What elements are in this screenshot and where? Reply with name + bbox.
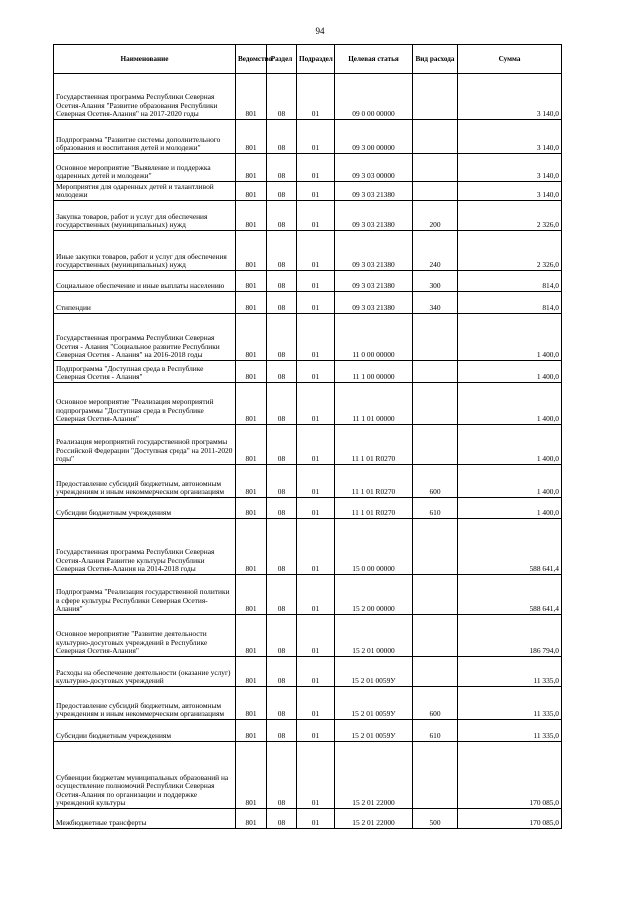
cell-section: 08	[267, 74, 297, 120]
cell-name: Стипендии	[54, 292, 236, 314]
cell-section: 08	[267, 292, 297, 314]
cell-dept: 801	[236, 154, 267, 182]
cell-name: Основное мероприятие "Развитие деятельности культурно-досуговых учреждений в Республике Северная Осетия-Алания"	[54, 615, 236, 657]
table-row	[54, 74, 562, 120]
cell-subsection: 01	[297, 154, 335, 182]
table-row	[54, 383, 562, 425]
cell-section: 08	[267, 575, 297, 615]
cell-exp-type	[413, 657, 458, 687]
cell-exp-type	[413, 120, 458, 154]
cell-name: Подпрограмма "Доступная среда в Республике Северная Осетия - Алания"	[54, 361, 236, 383]
cell-sum: 588 641,4	[458, 575, 562, 615]
cell-dept: 801	[236, 231, 267, 271]
cell-name: Субсидии бюджетным учреждениям	[54, 498, 236, 519]
cell-exp-type	[413, 742, 458, 809]
header-target: Целевая статья	[335, 45, 413, 74]
cell-sum: 2 326,0	[458, 231, 562, 271]
table-row	[54, 465, 562, 498]
cell-name: Субвенции бюджетам муниципальных образований на осуществление полномочий Республики Северная Осетия-Алания по организации и поддержке учреждений культуры	[54, 742, 236, 809]
cell-dept: 801	[236, 809, 267, 829]
header-subsection: Подраздел	[297, 45, 335, 74]
cell-subsection: 01	[297, 465, 335, 498]
cell-name: Субсидии бюджетным учреждениям	[54, 720, 236, 742]
cell-target: 09 3 03 21380	[335, 201, 413, 231]
cell-exp-type	[413, 154, 458, 182]
cell-sum: 1 400,0	[458, 498, 562, 519]
cell-name: Основное мероприятие "Выявление и поддержка одаренных детей и молодежи"	[54, 154, 236, 182]
cell-subsection: 01	[297, 292, 335, 314]
cell-section: 08	[267, 154, 297, 182]
cell-subsection: 01	[297, 271, 335, 292]
cell-exp-type: 200	[413, 201, 458, 231]
table-header-row	[54, 45, 562, 74]
cell-subsection: 01	[297, 575, 335, 615]
cell-sum: 3 140,0	[458, 154, 562, 182]
table-row	[54, 687, 562, 720]
cell-subsection: 01	[297, 615, 335, 657]
cell-name: Государственная программа Республики Северная Осетия - Алания "Социальное развитие Республики Северная Осетия - Алания" на 2016-2018 годы	[54, 314, 236, 361]
cell-exp-type: 240	[413, 231, 458, 271]
budget-table	[53, 44, 562, 829]
cell-sum: 588 641,4	[458, 519, 562, 575]
cell-exp-type	[413, 383, 458, 425]
cell-target: 09 3 03 21380	[335, 182, 413, 201]
cell-exp-type: 600	[413, 687, 458, 720]
table-row	[54, 657, 562, 687]
cell-target: 11 1 00 00000	[335, 361, 413, 383]
cell-subsection: 01	[297, 809, 335, 829]
cell-target: 15 2 01 0059У	[335, 657, 413, 687]
cell-dept: 801	[236, 120, 267, 154]
cell-subsection: 01	[297, 519, 335, 575]
cell-dept: 801	[236, 74, 267, 120]
cell-exp-type	[413, 519, 458, 575]
cell-target: 15 2 01 22000	[335, 742, 413, 809]
cell-section: 08	[267, 425, 297, 465]
table-row	[54, 271, 562, 292]
cell-dept: 801	[236, 425, 267, 465]
cell-target: 15 2 01 00000	[335, 615, 413, 657]
cell-exp-type: 300	[413, 271, 458, 292]
cell-sum: 3 140,0	[458, 182, 562, 201]
cell-sum: 11 335,0	[458, 687, 562, 720]
cell-section: 08	[267, 742, 297, 809]
cell-subsection: 01	[297, 742, 335, 809]
cell-name: Предоставление субсидий бюджетным, автономным учреждениям и иным некоммерческим организациям	[54, 687, 236, 720]
cell-target: 09 3 03 00000	[335, 154, 413, 182]
cell-dept: 801	[236, 519, 267, 575]
cell-dept: 801	[236, 657, 267, 687]
table-row	[54, 498, 562, 519]
header-dept: Ведомство	[236, 45, 267, 74]
cell-target: 15 2 01 0059У	[335, 720, 413, 742]
table-row	[54, 720, 562, 742]
cell-name: Основное мероприятие "Реализация мероприятий подпрограммы "Доступная среда в Республике Северная Осетия-Алания"	[54, 383, 236, 425]
cell-target: 15 2 01 0059У	[335, 687, 413, 720]
cell-target: 09 3 00 00000	[335, 120, 413, 154]
cell-exp-type	[413, 575, 458, 615]
table-row	[54, 615, 562, 657]
cell-target: 11 0 00 00000	[335, 314, 413, 361]
table-row	[54, 361, 562, 383]
cell-dept: 801	[236, 720, 267, 742]
table-row	[54, 575, 562, 615]
cell-name: Государственная программа Республики Северная Осетия-Алания Развитие культуры Республики Северная Осетия-Алания на 2014-2018 годы	[54, 519, 236, 575]
cell-exp-type: 340	[413, 292, 458, 314]
cell-section: 08	[267, 120, 297, 154]
cell-subsection: 01	[297, 201, 335, 231]
table-row	[54, 154, 562, 182]
cell-exp-type	[413, 74, 458, 120]
cell-subsection: 01	[297, 720, 335, 742]
cell-name: Закупка товаров, работ и услуг для обеспечения государственных (муниципальных) нужд	[54, 201, 236, 231]
cell-sum: 2 326,0	[458, 201, 562, 231]
cell-exp-type: 600	[413, 465, 458, 498]
cell-target: 11 1 01 R0270	[335, 425, 413, 465]
cell-section: 08	[267, 519, 297, 575]
cell-sum: 1 400,0	[458, 383, 562, 425]
cell-subsection: 01	[297, 361, 335, 383]
cell-subsection: 01	[297, 120, 335, 154]
cell-section: 08	[267, 687, 297, 720]
cell-dept: 801	[236, 201, 267, 231]
cell-section: 08	[267, 271, 297, 292]
cell-section: 08	[267, 465, 297, 498]
cell-dept: 801	[236, 465, 267, 498]
cell-section: 08	[267, 498, 297, 519]
cell-dept: 801	[236, 575, 267, 615]
cell-section: 08	[267, 201, 297, 231]
cell-subsection: 01	[297, 657, 335, 687]
cell-subsection: 01	[297, 498, 335, 519]
cell-sum: 1 400,0	[458, 314, 562, 361]
cell-subsection: 01	[297, 231, 335, 271]
cell-section: 08	[267, 809, 297, 829]
cell-sum: 186 794,0	[458, 615, 562, 657]
cell-dept: 801	[236, 314, 267, 361]
cell-section: 08	[267, 314, 297, 361]
cell-dept: 801	[236, 271, 267, 292]
cell-sum: 170 085,0	[458, 742, 562, 809]
cell-dept: 801	[236, 383, 267, 425]
page-number: 94	[315, 26, 325, 36]
table-row	[54, 231, 562, 271]
cell-name: Иные закупки товаров, работ и услуг для обеспечения государственных (муниципальных) нужд	[54, 231, 236, 271]
table-row	[54, 742, 562, 809]
cell-target: 09 3 03 21380	[335, 271, 413, 292]
cell-subsection: 01	[297, 687, 335, 720]
cell-exp-type	[413, 361, 458, 383]
cell-dept: 801	[236, 615, 267, 657]
cell-subsection: 01	[297, 74, 335, 120]
cell-name: Подпрограмма "Реализация государственной политики в сфере культуры Республики Северная Осетия-Алания"	[54, 575, 236, 615]
table-row	[54, 809, 562, 829]
cell-sum: 1 400,0	[458, 361, 562, 383]
cell-dept: 801	[236, 498, 267, 519]
cell-exp-type	[413, 425, 458, 465]
cell-name: Мероприятия для одаренных детей и талантливой молодежи	[54, 182, 236, 201]
table-row	[54, 120, 562, 154]
cell-dept: 801	[236, 687, 267, 720]
cell-sum: 11 335,0	[458, 720, 562, 742]
cell-name: Предоставление субсидий бюджетным, автономным учреждениям и иным некоммерческим организациям	[54, 465, 236, 498]
table-row	[54, 182, 562, 201]
cell-name: Реализация мероприятий государственной программы Российской Федерации "Доступная среда" на 2011-2020 годы"	[54, 425, 236, 465]
header-exp-type: Вид расхода	[413, 45, 458, 74]
header-sum: Сумма	[458, 45, 562, 74]
cell-subsection: 01	[297, 383, 335, 425]
cell-exp-type	[413, 615, 458, 657]
cell-name: Социальное обеспечение и иные выплаты населению	[54, 271, 236, 292]
cell-sum: 11 335,0	[458, 657, 562, 687]
cell-subsection: 01	[297, 425, 335, 465]
cell-target: 09 3 03 21380	[335, 231, 413, 271]
cell-sum: 3 140,0	[458, 120, 562, 154]
cell-subsection: 01	[297, 182, 335, 201]
cell-target: 11 1 01 00000	[335, 383, 413, 425]
table-row	[54, 201, 562, 231]
cell-dept: 801	[236, 292, 267, 314]
header-section: Раздел	[267, 45, 297, 74]
cell-target: 09 3 03 21380	[335, 292, 413, 314]
cell-target: 09 0 00 00000	[335, 74, 413, 120]
cell-section: 08	[267, 231, 297, 271]
cell-sum: 3 140,0	[458, 74, 562, 120]
cell-sum: 1 400,0	[458, 425, 562, 465]
table-row	[54, 425, 562, 465]
cell-name: Межбюджетные трансферты	[54, 809, 236, 829]
cell-exp-type: 610	[413, 498, 458, 519]
cell-target: 15 2 01 22000	[335, 809, 413, 829]
table-row	[54, 292, 562, 314]
cell-subsection: 01	[297, 314, 335, 361]
cell-section: 08	[267, 383, 297, 425]
cell-name: Государственная программа Республики Северная Осетия-Алания "Развитие образования Республики Северная Осетия-Алания" на 2017-2020 годы	[54, 74, 236, 120]
cell-target: 11 1 01 R0270	[335, 498, 413, 519]
cell-name: Расходы на обеспечение деятельности (оказание услуг) культурно-досуговых учреждений	[54, 657, 236, 687]
cell-dept: 801	[236, 182, 267, 201]
cell-exp-type: 500	[413, 809, 458, 829]
header-name: Наименование	[54, 45, 236, 74]
cell-section: 08	[267, 657, 297, 687]
cell-target: 15 2 00 00000	[335, 575, 413, 615]
cell-sum: 814,0	[458, 271, 562, 292]
cell-target: 15 0 00 00000	[335, 519, 413, 575]
cell-exp-type	[413, 182, 458, 201]
cell-section: 08	[267, 615, 297, 657]
table-row	[54, 314, 562, 361]
table-row	[54, 519, 562, 575]
cell-exp-type	[413, 314, 458, 361]
cell-sum: 170 085,0	[458, 809, 562, 829]
cell-dept: 801	[236, 742, 267, 809]
cell-name: Подпрограмма "Развитие системы дополнительного образования и воспитания детей и молодежи"	[54, 120, 236, 154]
cell-sum: 1 400,0	[458, 465, 562, 498]
cell-sum: 814,0	[458, 292, 562, 314]
cell-dept: 801	[236, 361, 267, 383]
cell-section: 08	[267, 182, 297, 201]
cell-target: 11 1 01 R0270	[335, 465, 413, 498]
cell-section: 08	[267, 720, 297, 742]
cell-exp-type: 610	[413, 720, 458, 742]
cell-section: 08	[267, 361, 297, 383]
